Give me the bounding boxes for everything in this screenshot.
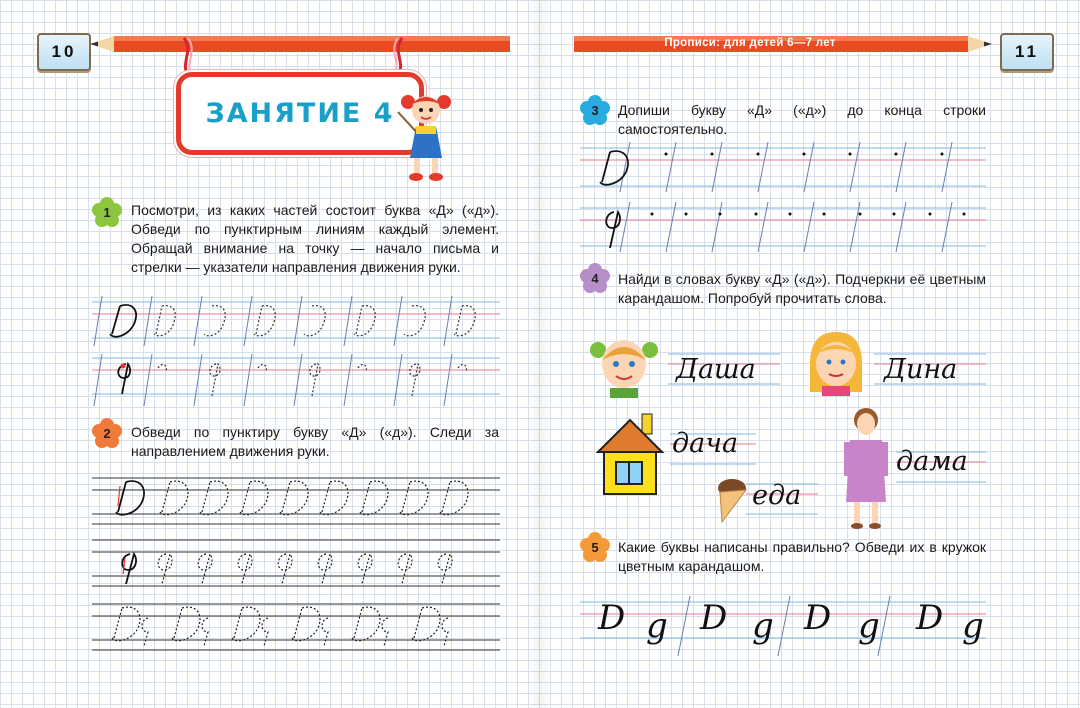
girl-dasha-icon	[588, 336, 660, 398]
lesson-sign	[176, 72, 424, 155]
left-page-number: 10	[37, 33, 91, 71]
task-2-number: 2	[103, 425, 111, 441]
answer-letter-4: g	[752, 606, 774, 646]
answer-letter-2: g	[646, 606, 668, 646]
answer-letter-1: D	[598, 598, 626, 638]
task-4-number: 4	[591, 270, 599, 286]
task-4-badge	[580, 263, 610, 293]
answer-letter-3: D	[700, 598, 728, 638]
task-2-text: Обведи по пунктиру букву «Д» («д»). Следи за направлением движения руки.	[131, 424, 499, 459]
book-title: Прописи: для детей 6—7 лет	[664, 37, 836, 49]
answer-letter-8: g	[962, 606, 984, 646]
task-3-badge	[580, 95, 610, 125]
task-3-number: 3	[591, 102, 599, 118]
task-3-text: Допиши букву «Д» («д») до конца строки самостоятельно.	[618, 102, 986, 137]
answer-letter-5: D	[804, 598, 832, 638]
book-spine	[530, 0, 550, 708]
task-5-badge	[580, 532, 610, 562]
word-eda: еда	[752, 480, 802, 511]
girl-dina-icon	[804, 330, 868, 398]
woman-icon	[840, 406, 892, 530]
answer-letter-7: D	[916, 598, 944, 638]
task-4-text: Найди в словах букву «Д» («д»). Подчеркни её цветным карандашом. Попробуй прочитать слова.	[618, 271, 986, 306]
girl-icon	[396, 88, 458, 184]
lesson-title: ЗАНЯТИЕ 4	[205, 98, 395, 129]
practice-lines-task-2	[92, 470, 500, 670]
task-1-number: 1	[103, 204, 111, 220]
ice-cream-icon	[712, 478, 748, 524]
task-1-badge	[92, 197, 122, 227]
task-2-badge	[92, 418, 122, 448]
answer-letter-6: g	[858, 606, 880, 646]
word-dama: дама	[896, 446, 968, 477]
practice-lines-task-3	[580, 142, 986, 260]
right-page-number: 11	[1000, 33, 1054, 71]
task-1-text: Посмотри, из каких частей состоит буква «Д» («д»). Обведи по пунктирным линиям каждый элемент. Обращай внимание на точку — начало письма и стрелки — указатели направления движения руки.	[131, 202, 499, 275]
task-5-number: 5	[591, 539, 599, 555]
word-dasha: Даша	[676, 354, 756, 385]
practice-lines-task-1	[92, 296, 500, 408]
word-dina: Дина	[884, 354, 958, 385]
task-5-text: Какие буквы написаны правильно? Обведи их в кружок цветным карандашом.	[618, 539, 986, 574]
word-dacha: дача	[672, 428, 739, 459]
house-icon	[594, 408, 666, 498]
